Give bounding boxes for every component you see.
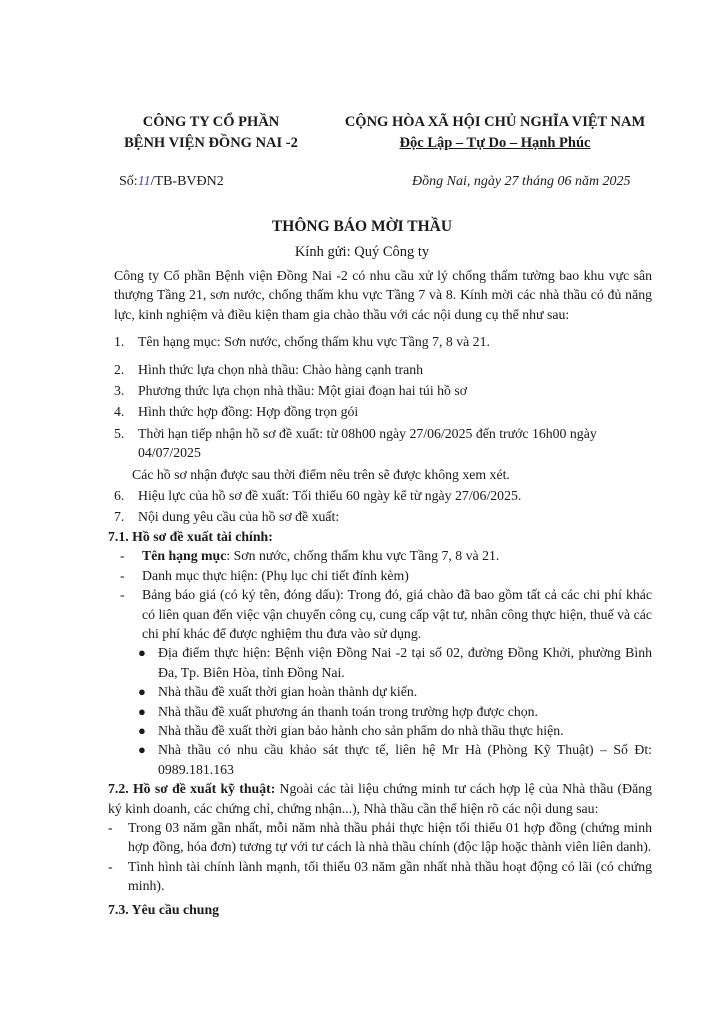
- bullet-item: ● Nhà thầu có nhu cầu khảo sát thực tế, liên hệ Mr Hà (Phòng Kỹ Thuật) – Số Đt: 0989.181.163: [138, 742, 652, 777]
- company-header: [106, 112, 316, 154]
- bullet-item: ● Nhà thầu đề xuất phương án thanh toán trong trường hợp được chọn.: [114, 702, 652, 721]
- national-motto: Độc Lập – Tự Do – Hạnh Phúc: [399, 135, 591, 151]
- ref-handwritten-number: 11: [137, 174, 151, 189]
- company-name-line1: CÔNG TY CỔ PHẦN: [142, 114, 280, 130]
- list-item: 7. Nội dung yêu cầu của hồ sơ đề xuất:: [114, 509, 340, 525]
- ref-prefix: Số:: [119, 174, 138, 189]
- section-7-2-heading: 7.2. Hồ sơ đề xuất kỹ thuật:: [108, 781, 276, 797]
- greeting: Kính gửi: Quý Công ty: [294, 244, 430, 260]
- bullet-dot-icon: ●: [138, 742, 146, 758]
- national-header: [330, 112, 660, 154]
- list-item: 2. Hình thức lựa chọn nhà thầu: Chào hàng cạnh tranh: [114, 361, 424, 377]
- document-title: THÔNG BÁO MỜI THẦU: [271, 218, 453, 235]
- bullet-dot-icon: ●: [138, 703, 146, 719]
- ref-suffix: /TB-BVĐN2: [150, 174, 224, 189]
- dash-item: - Tên hạng mục: Sơn nước, chống thấm khu vực Tầng 7, 8 và 21.: [120, 548, 500, 564]
- bullet-dot-icon: ●: [138, 645, 146, 661]
- bullet-item: ● Địa điểm thực hiện: Bệnh viện Đồng Nai -2 tại số 02, đường Đồng Khởi, phường Bình Đa, Tp. Biên Hòa, tỉnh Đồng Nai.: [138, 645, 652, 680]
- bullet-item: ● Nhà thầu đề xuất thời gian bảo hành cho sản phẩm do nhà thầu thực hiện.: [114, 721, 652, 740]
- reference-number: [119, 172, 224, 192]
- dash-item: - Tình hình tài chính lành mạnh, tối thiểu 03 năm gần nhất nhà thầu hoạt động có lãi (có chứng minh).: [108, 858, 652, 894]
- intro-paragraph: Công ty Cổ phần Bệnh viện Đồng Nai -2 có nhu cầu xử lý chống thấm tường bao khu vực sân thượng Tầng 21, sơn nước, chống thấm khu vực Tầng 7 và 8. Kính mời các nhà thầu có đủ năng lực, kinh nghiệm và điều kiện tham gia chào thầu với các nội dung cụ thể như sau:: [114, 268, 652, 322]
- list-item: 5. Thời hạn tiếp nhận hồ sơ đề xuất: từ 08h00 ngày 27/06/2025 đến trước 16h00 ngày 04/07/2025: [114, 425, 597, 461]
- section-7-1-heading: 7.1. Hồ sơ đề xuất tài chính:: [108, 528, 273, 544]
- dash-item: - Trong 03 năm gần nhất, mỗi năm nhà thầu phải thực hiện tối thiểu 01 hợp đồng (chứng minh hợp đồng, hóa đơn) tương tự với tư cách là nhà thầu chính (độc lập hoặc thành viên liên danh).: [108, 819, 652, 855]
- bullet-item: ● Nhà thầu đề xuất thời gian hoàn thành dự kiến.: [114, 682, 652, 701]
- dash-item: - Danh mục thực hiện: (Phụ lục chi tiết đính kèm): [120, 567, 409, 583]
- issue-date: Đồng Nai, ngày 27 tháng 06 năm 2025: [412, 174, 631, 189]
- list-item: 4. Hình thức hợp đồng: Hợp đồng trọn gói: [114, 404, 359, 420]
- item-label: Tên hạng mục: [142, 548, 227, 564]
- company-name-line2: BỆNH VIỆN ĐỒNG NAI -2: [124, 135, 298, 151]
- bullet-dot-icon: ●: [138, 722, 146, 738]
- dash-item: - Bảng báo giá (có ký tên, đóng dấu): Trong đó, giá chào đã bao gồm tất cả các chi phí khác có liên quan đến việc vận chuyển công cụ, cung cấp vật tư, nhân công thực hiện, thuế và các chi phí khác để được nghiệm thu đưa vào sử dụng.: [120, 587, 652, 641]
- section-7-2-paragraph: 7.2. Hồ sơ đề xuất kỹ thuật: Ngoài các tài liệu chứng minh tư cách hợp lệ của Nhà thầu (Đăng ký kinh doanh, các chứng chỉ, chứng nhận...), Nhà thầu cần thể hiện rõ các nội dung sau:: [108, 781, 652, 816]
- nation-name: CỘNG HÒA XÃ HỘI CHỦ NGHĨA VIỆT NAM: [344, 114, 646, 130]
- list-item: 3. Phương thức lựa chọn nhà thầu: Một giai đoạn hai túi hồ sơ: [114, 383, 468, 399]
- list-item: 6. Hiệu lực của hồ sơ đề xuất: Tối thiểu 60 ngày kể từ ngày 27/06/2025.: [114, 488, 522, 504]
- section-7-3-heading: 7.3. Yêu cầu chung: [108, 901, 220, 917]
- deadline-note: Các hồ sơ nhận được sau thời điểm nêu trên sẽ được không xem xét.: [132, 466, 510, 482]
- bullet-dot-icon: ●: [138, 684, 146, 700]
- document-body: [108, 266, 652, 919]
- list-item: 1. Tên hạng mục: Sơn nước, chống thấm khu vực Tầng 7, 8 và 21.: [114, 334, 490, 350]
